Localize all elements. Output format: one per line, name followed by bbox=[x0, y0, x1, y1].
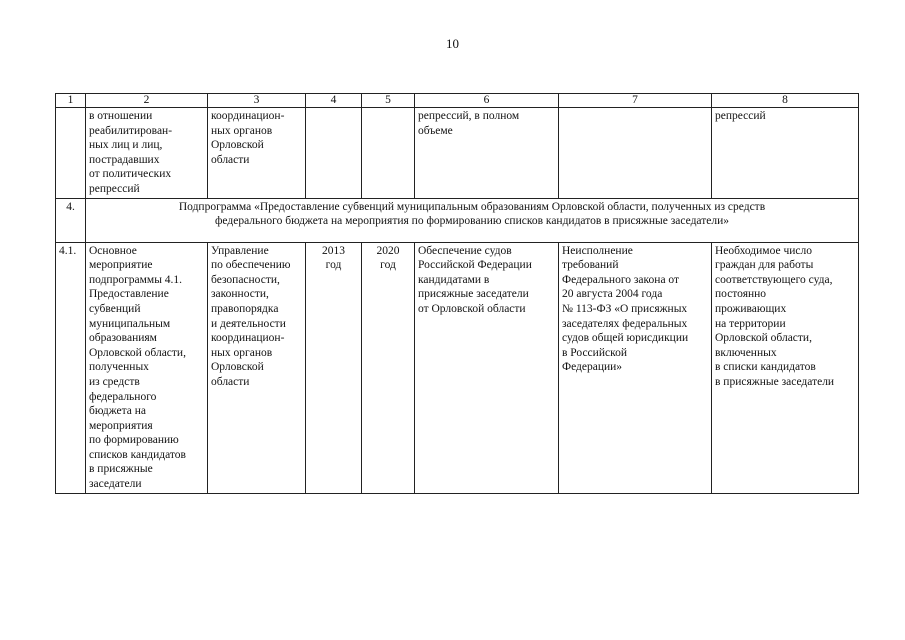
section-number: 4. bbox=[56, 198, 86, 242]
cell-indicator: репрессий bbox=[712, 108, 859, 199]
program-table bbox=[55, 93, 859, 494]
section-row bbox=[56, 198, 859, 242]
column-number-row bbox=[56, 94, 859, 108]
cell-end: 2020 год bbox=[362, 242, 415, 493]
cell-start: 2013 год bbox=[306, 242, 362, 493]
table-row bbox=[56, 242, 859, 493]
cell-number: 4.1. bbox=[56, 242, 86, 493]
cell-consequences: Неисполнение требований Федерального закона от 20 августа 2004 года № 113-ФЗ «О присяжных заседателях федеральных судов общей юрисдикции в Российской Федерации» bbox=[559, 242, 712, 493]
section-title: Подпрограмма «Предоставление субвенций муниципальным образованиям Орловской области, полученных из средств федерального бюджета на мероприятия по формированию списков кандидатов в присяжные заседатели» bbox=[86, 198, 859, 242]
continuation-row bbox=[56, 108, 859, 199]
column-number: 7 bbox=[559, 94, 712, 108]
column-number: 6 bbox=[415, 94, 559, 108]
cell-executor: Управление по обеспечению безопасности, законности, правопорядка и деятельности координацион- ных органов Орловской области bbox=[208, 242, 306, 493]
page-number: 10 bbox=[446, 36, 459, 51]
cell-executor: координацион- ных органов Орловской области bbox=[208, 108, 306, 199]
column-number: 5 bbox=[362, 94, 415, 108]
column-number: 3 bbox=[208, 94, 306, 108]
cell-consequences bbox=[559, 108, 712, 199]
cell-event: в отношении реабилитирован- ных лиц и лиц, пострадавших от политических репрессий bbox=[86, 108, 208, 199]
cell-end bbox=[362, 108, 415, 199]
column-number: 4 bbox=[306, 94, 362, 108]
cell-event: Основное мероприятие подпрограммы 4.1. Предоставление субвенций муниципальным образованиям Орловской области, полученных из средств федерального бюджета на мероприятия по формированию списков кандидатов в присяжные заседатели bbox=[86, 242, 208, 493]
cell-indicator: Необходимое число граждан для работы соответствующего суда, постоянно проживающих на территории Орловской области, включенных в списки кандидатов в присяжные заседатели bbox=[712, 242, 859, 493]
cell-result: репрессий, в полном объеме bbox=[415, 108, 559, 199]
column-number: 2 bbox=[86, 94, 208, 108]
cell-number bbox=[56, 108, 86, 199]
cell-start bbox=[306, 108, 362, 199]
column-number: 8 bbox=[712, 94, 859, 108]
cell-result: Обеспечение судов Российской Федерации кандидатами в присяжные заседатели от Орловской области bbox=[415, 242, 559, 493]
column-number: 1 bbox=[56, 94, 86, 108]
